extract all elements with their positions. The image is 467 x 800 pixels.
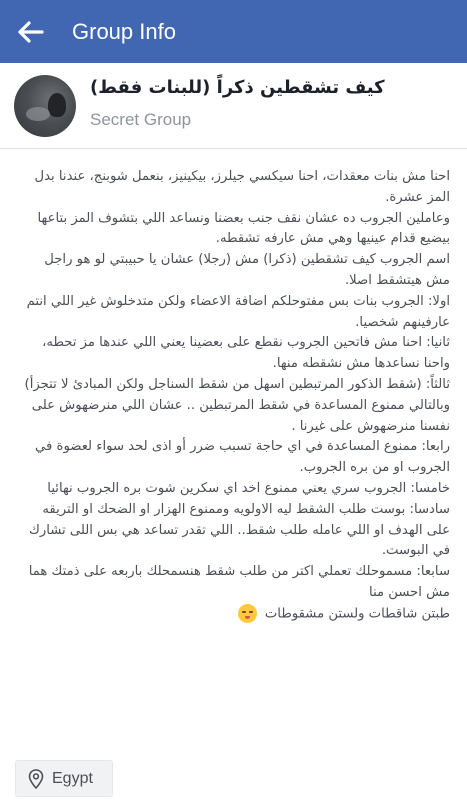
description-last-line (18, 604, 450, 625)
description-line: اولا: الجروب بنات بس مفتوحلكم اضافة الاعضاء ولكن متدخلوش غير اللي انتم عارفينهم شخصيا. (26, 293, 450, 330)
description-line: خامسا: الجروب سري يعني ممنوع اخد اي سكرين شوت بره الجروب نهائيا (47, 480, 450, 496)
description-line: طبتن شاقطات ولستن مشقوطات (264, 606, 450, 622)
group-avatar[interactable] (14, 75, 76, 137)
description-line: ثانيا: احنا مش فاتحين الجروب نقطع على بعضينا يعني اللي عندها مز تحطه، واحنا نساعدها مش نشقطه منها. (42, 335, 450, 372)
avatar-detail (26, 107, 50, 121)
back-arrow-icon (18, 21, 44, 43)
location-chip[interactable] (15, 760, 113, 797)
description-line: سابعا: مسموحلك تعملي اكتر من طلب شقط هنسمحلك باربعه على ذمتك هما مش احسن منا (28, 564, 450, 600)
group-name: كيف تشقطين ذكراً (للبنات فقط) (90, 77, 385, 98)
top-app-bar (0, 0, 467, 63)
group-header (0, 63, 467, 149)
description-line: ثالثاً: (شقط الذكور المرتبطين اسهل من شقط السناجل ولكن المبادئ لا تتجزأ) وبالتالي ممنوع المساعدة في شقط المرتبطين .. عشان اللي منرضهوش على نفسنا منرضهوش على غيرنا . (24, 376, 450, 434)
description-line: اسم الجروب كيف تشقطين (ذكرا) مش (رجلا) عشان يا حبيبتي لو هو راجل مش هيتشقط اصلا. (44, 252, 450, 288)
description-line: وعاملين الجروب ده عشان نقف جنب بعضنا ونساعد اللي بتشوف المز بتاعها بيضيع قدام عينيها وهي مش عارفه تشقطه. (37, 210, 450, 247)
group-description (18, 167, 450, 625)
description-line: سادسا: بوست طلب الشقط ليه الاولويه وممنوع الهزار او الضحك او التريقه على الهدف او اللي عامله طلب شقط.. اللي تقدر تساعد هي بس اللى تشارك في البوست. (28, 501, 450, 559)
location-pin-icon (28, 769, 44, 789)
group-name-container (90, 77, 385, 107)
sleepy-face-emoji-icon (238, 604, 257, 623)
group-privacy-label: Secret Group (90, 110, 192, 129)
description-line: رابعا: ممنوع المساعدة في اي حاجة تسبب ضرر أو اذى لحد سواء لعضوة في الجروب او من بره الجروب. (35, 439, 450, 476)
avatar-figure (48, 93, 66, 117)
back-button[interactable] (0, 0, 62, 63)
page-title: Group Info (72, 18, 176, 44)
location-label: Egypt (52, 769, 93, 787)
description-line: احنا مش بنات معقدات، احنا سيكسي جيلرز، بيكينيز، بنعمل شوبنج، عندنا بدل المز عشرة. (34, 169, 450, 205)
group-info-card (0, 63, 467, 800)
